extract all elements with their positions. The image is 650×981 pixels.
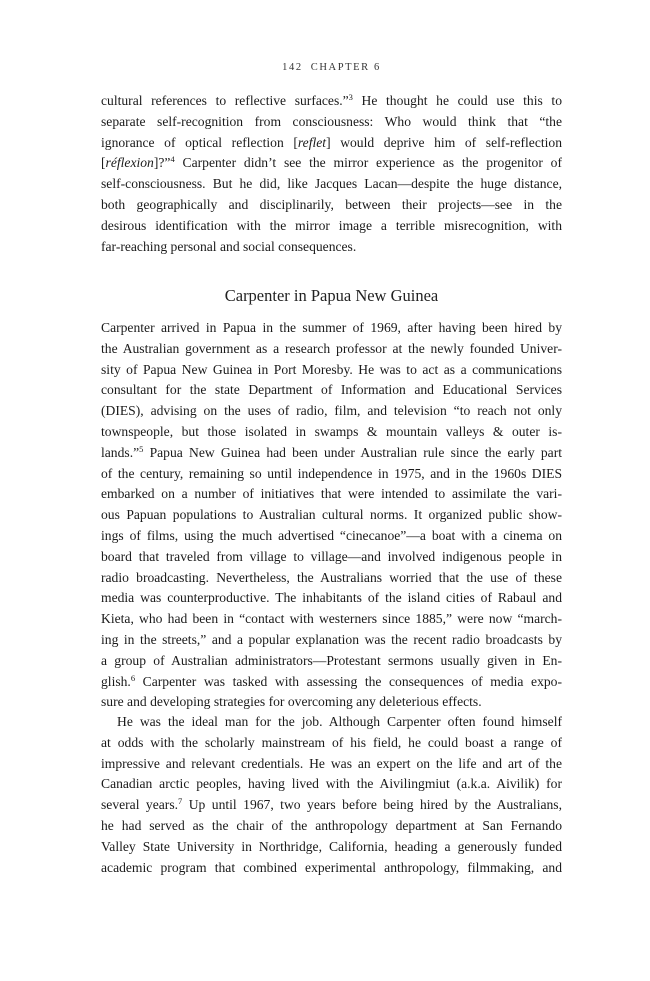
text-line: sure and developing strategies for overcoming any deleterious effects. bbox=[101, 694, 482, 710]
footnote-ref[interactable]: 3 bbox=[348, 92, 353, 102]
text-line: consultant for the state Department of Information and Educational Services bbox=[101, 382, 562, 398]
section-heading: Carpenter in Papua New Guinea bbox=[224, 286, 439, 305]
text-line: townspeople, but those isolated in swamps & mountain valleys & outer is- bbox=[101, 423, 562, 439]
paragraph-3 bbox=[101, 712, 562, 878]
text-line: radio broadcasting. Nevertheless, the Australians worried that the use of these bbox=[101, 569, 562, 585]
text-line: the Australian government as a research professor at the newly founded Univer- bbox=[101, 340, 562, 356]
paragraph-2 bbox=[101, 318, 562, 713]
text-line: ous Papuan populations to Australian cultural norms. It organized public show- bbox=[101, 507, 562, 523]
text-line: board that traveled from village to village—and involved indigenous people in bbox=[101, 548, 562, 564]
text-line: glish.$^6$ Carpenter was tasked with assessing the consequences of media expo- bbox=[101, 672, 562, 689]
italic-term: réflexion bbox=[105, 155, 154, 171]
text-line: ignorance of optical reflection [reflet] would deprive him of self-reflection bbox=[101, 134, 562, 150]
footnote-ref[interactable]: 5 bbox=[139, 443, 144, 454]
text-line: sity of Papua New Guinea in Port Moresby. He was to act as a communications bbox=[101, 361, 562, 377]
text-line: Carpenter arrived in Papua in the summer of 1969, after having been hired by bbox=[101, 320, 562, 335]
text-line: impressive and relevant credentials. He was an expert on the life and art of the bbox=[101, 755, 562, 771]
text-line: Canadian arctic peoples, having lived with the Aivilingmiut (a.k.a. Aivilik) for bbox=[101, 776, 562, 792]
text-line: media was counterproductive. The inhabitants of the island cities of Rabaul and bbox=[101, 590, 562, 606]
text-line: at odds with the scholarly mainstream of his field, he could boast a range of bbox=[101, 734, 562, 750]
text-line: he had served as the chair of the anthropology department at San Fernando bbox=[101, 817, 562, 833]
text-line: (DIES), advising on the uses of radio, film, and television “to reach not only bbox=[101, 403, 562, 419]
text-line: both geographically and disciplinarily, between their projects—see in the bbox=[101, 196, 562, 212]
chapter-label: CHAPTER 6 bbox=[310, 62, 381, 73]
text-line: desirous identification with the mirror image a terrible misrecognition, with bbox=[101, 217, 562, 233]
footnote-ref[interactable]: 6 bbox=[130, 672, 136, 683]
text-line: separate self-recognition from consciousness: Who would think that “the bbox=[101, 113, 562, 129]
text-line: ings of films, using the much advertised “cinecanoe”—a boat with a cinema on bbox=[101, 527, 562, 543]
text-line: embarked on a number of initiatives that were intended to assimilate the vari- bbox=[101, 486, 562, 502]
text-line: cultural references to reflective surfaces.”$^3$ He thought he could use this to bbox=[101, 92, 562, 108]
text-line: He was the ideal man for the job. Although Carpenter often found himself bbox=[117, 714, 562, 729]
text-line: ing in the streets,” and a popular explanation was the recent radio broadcasts by bbox=[101, 631, 562, 647]
paragraph-1 bbox=[101, 91, 562, 257]
italic-term: reflet bbox=[297, 134, 327, 150]
text-line: of the century, remaining so until independence in 1975, and in the 1960s DIES bbox=[101, 465, 562, 481]
text-line: far-reaching personal and social consequences. bbox=[101, 238, 357, 254]
footnote-ref[interactable]: 4 bbox=[170, 154, 175, 165]
text-line: Valley State University in Northridge, California, heading a generously funded bbox=[101, 838, 562, 854]
text-line: several years.$^7$ Up until 1967, two years before being hired by the Australians, bbox=[101, 796, 562, 813]
text-line: lands.”$^5$ Papua New Guinea had been under Australian rule since the early part bbox=[101, 443, 562, 460]
text-line: academic program that combined experimental anthropology, filmmaking, and bbox=[101, 859, 562, 875]
page-number: 142 bbox=[282, 62, 303, 73]
running-head bbox=[101, 62, 562, 73]
text-line: self-consciousness. But he did, like Jacques Lacan—despite the huge distance, bbox=[101, 176, 562, 192]
text-line: Kieta, who had been in “contact with westerners since 1885,” were now “march- bbox=[101, 611, 562, 627]
footnote-ref[interactable]: 7 bbox=[178, 796, 183, 807]
text-line: a group of Australian administrators—Protestant sermons usually given in En- bbox=[101, 652, 562, 668]
text-line: [réflexion]?”$^4$ Carpenter didn’t see the mirror experience as the progenitor of bbox=[101, 154, 562, 171]
